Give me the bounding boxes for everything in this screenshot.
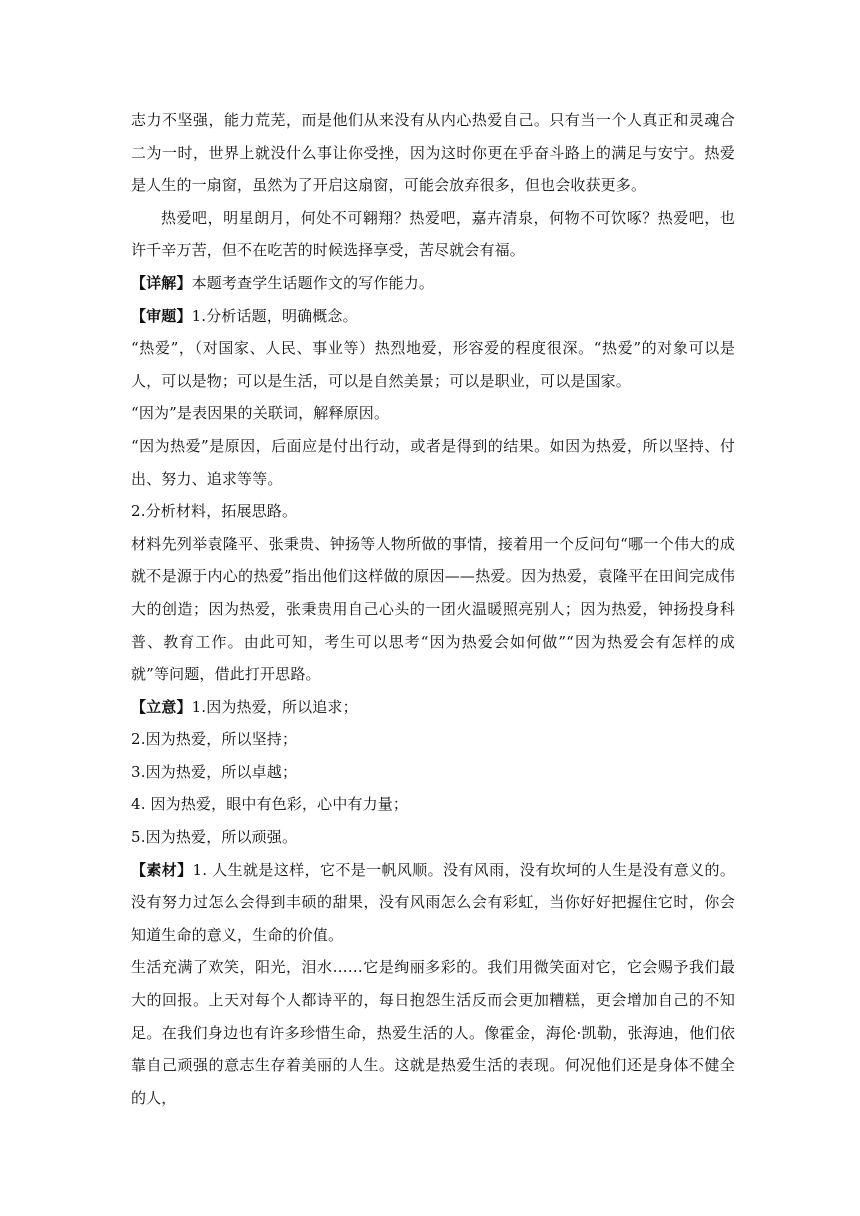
review-paragraph: “热爱”，（对国家、人民、事业等）热烈地爱，形容爱的程度很深。“热爱”的对象可以是人，可以是物；可以是生活，可以是自然美景；可以是职业，可以是国家。 (131, 339, 735, 390)
intent-label: 【立意】 (131, 697, 192, 716)
review-paragraph: 材料先列举袁隆平、张秉贵、钟扬等人物所做的事情，接着用一个反问句“哪一个伟大的成就不是源于内心的热爱”指出他们这样做的原因——热爱。因为热爱，袁隆平在田间完成伟大的创造；因为热爱，张秉贵用自己心头的一团火温暖照亮别人；因为热爱，钟扬投身科普、教育工作。由此可知，考生可以思考“因为热爱会如何做”“因为热爱会有怎样的成就”等问题，借此打开思路。 (131, 534, 735, 684)
review-heading (131, 300, 735, 333)
material-text: 1. 人生就是这样，它不是一帆风顺。没有风雨，没有坎坷的人生是没有意义的。没有努力过怎么会得到丰硕的甜果，没有风雨怎么会有彩虹，当你好好把握住它时，你会知道生命的意义，生命的价值。 (131, 860, 735, 944)
material-label: 【素材】 (131, 860, 193, 879)
detail-text: 本题考查学生话题作文的写作能力。 (191, 273, 435, 292)
review-paragraph: “因为热爱”是原因，后面应是付出行动，或者是得到的结果。如因为热爱，所以坚持、付出、努力、追求等等。 (131, 436, 735, 488)
intent-item (131, 691, 735, 724)
material-paragraph (131, 854, 735, 952)
intent-item: 3.因为热爱，所以卓越； (131, 762, 298, 781)
review-heading-text: 1.分析话题，明确概念。 (191, 306, 358, 325)
intent-item: 2.因为热爱，所以坚持； (131, 730, 298, 749)
essay-paragraph: 志力不坚强，能力荒芜，而是他们从来没有从内心热爱自己。只有当一个人真正和灵魂合二为一时，世界上就没什么事让你受挫，因为这时你更在乎奋斗路上的满足与安宁。热爱是人生的一扇窗，虽然为了开启这扇窗，可能会放弃很多，但也会收获更多。 (131, 111, 735, 195)
document-body (131, 104, 735, 1114)
material-paragraph: 生活充满了欢笑，阳光，泪水……它是绚丽多彩的。我们用微笑面对它，它会赐予我们最大的回报。上天对每个人都诗平的，每日抱怨生活反而会更加糟糕，更会增加自己的不知足。在我们身边也有许多珍惜生命，热爱生活的人。像霍金，海伦·凯勒，张海迪，他们依靠自己顽强的意志生存着美丽的人生。这就是热爱生活的表现。何况他们还是身体不健全的人， (131, 958, 735, 1107)
essay-paragraph: 热爱吧，明星朗月，何处不可翱翔？热爱吧，嘉卉清泉，何物不可饮啄？热爱吧，也许千辛万苦，但不在吃苦的时候选择享受，苦尽就会有福。 (131, 208, 735, 260)
detail-label: 【详解】 (131, 273, 192, 292)
review-paragraph: 2.分析材料，拓展思路。 (131, 502, 298, 521)
intent-item: 4. 因为热爱，眼中有色彩，心中有力量； (131, 795, 409, 814)
intent-item-text: 1.因为热爱，所以追求； (191, 697, 358, 716)
detail-paragraph (131, 267, 735, 300)
intent-item: 5.因为热爱，所以顽强。 (131, 828, 298, 847)
review-paragraph: “因为”是表因果的关联词，解释原因。 (131, 404, 390, 423)
review-label: 【审题】 (131, 306, 192, 325)
